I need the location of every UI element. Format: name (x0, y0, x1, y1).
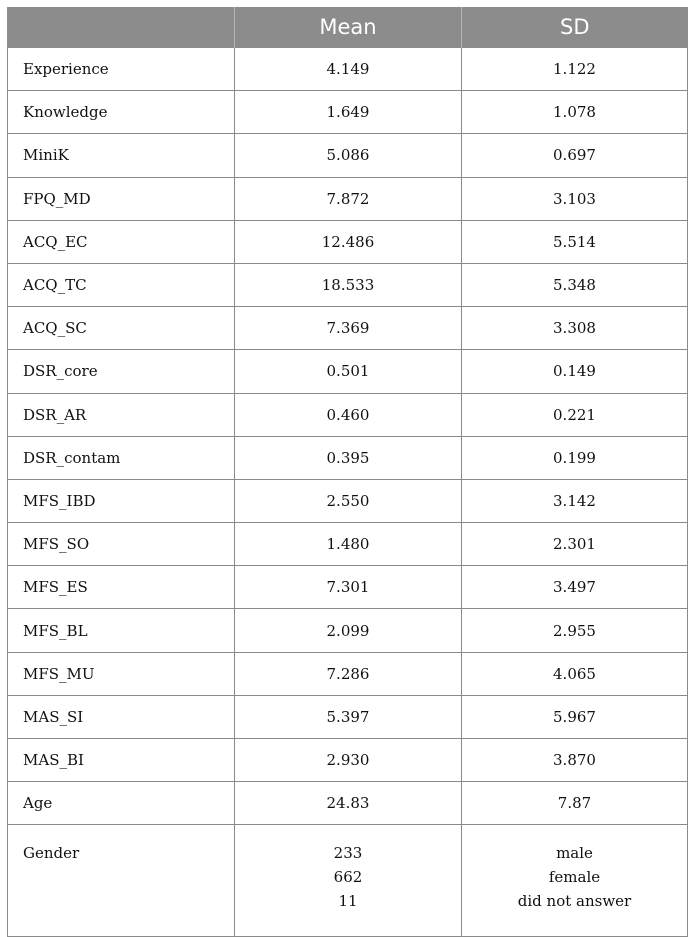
row-label: DSR_AR (8, 393, 235, 436)
sd-value: 5.967 (462, 695, 688, 738)
gender-category: did not answer (517, 892, 632, 911)
sd-value: 1.078 (462, 91, 688, 134)
row-label: MAS_BI (8, 739, 235, 782)
table-row (8, 652, 688, 695)
sd-value: 1.122 (462, 48, 688, 91)
mean-value: 12.486 (235, 220, 462, 263)
sd-value: 0.697 (462, 134, 688, 177)
gender-counts (235, 825, 462, 937)
row-label: MFS_BL (8, 609, 235, 652)
table-row (8, 609, 688, 652)
mean-value: 7.369 (235, 307, 462, 350)
row-label: MFS_MU (8, 652, 235, 695)
gender-categories (462, 825, 688, 937)
table-row (8, 695, 688, 738)
sd-value: 3.142 (462, 479, 688, 522)
table-body (8, 48, 688, 937)
row-label: DSR_contam (8, 436, 235, 479)
sd-value: 3.497 (462, 566, 688, 609)
table-row (8, 177, 688, 220)
sd-value: 4.065 (462, 652, 688, 695)
sd-value: 2.955 (462, 609, 688, 652)
mean-value: 2.550 (235, 479, 462, 522)
sd-value: 0.199 (462, 436, 688, 479)
header-mean: Mean (235, 7, 462, 48)
mean-value: 24.83 (235, 782, 462, 825)
row-label: ACQ_EC (8, 220, 235, 263)
row-label: MFS_SO (8, 523, 235, 566)
header-blank (8, 7, 235, 48)
table-row-gender (8, 825, 688, 937)
header-row (8, 7, 688, 48)
table-row (8, 48, 688, 91)
mean-value: 2.099 (235, 609, 462, 652)
table-row (8, 523, 688, 566)
descriptive-stats-table (7, 7, 688, 937)
sd-value: 3.870 (462, 739, 688, 782)
row-label: Knowledge (8, 91, 235, 134)
table-row (8, 739, 688, 782)
table-row (8, 134, 688, 177)
mean-value: 7.872 (235, 177, 462, 220)
header-sd: SD (462, 7, 688, 48)
mean-value: 7.286 (235, 652, 462, 695)
table-row (8, 263, 688, 306)
sd-value: 3.308 (462, 307, 688, 350)
table-row (8, 436, 688, 479)
sd-value: 2.301 (462, 523, 688, 566)
gender-category: female (548, 868, 601, 887)
mean-value: 1.480 (235, 523, 462, 566)
row-label: DSR_core (8, 350, 235, 393)
mean-value: 2.930 (235, 739, 462, 782)
row-label: ACQ_TC (8, 263, 235, 306)
table-row (8, 566, 688, 609)
table-row (8, 393, 688, 436)
row-label: MFS_ES (8, 566, 235, 609)
sd-value: 7.87 (462, 782, 688, 825)
sd-value: 3.103 (462, 177, 688, 220)
table-row (8, 350, 688, 393)
mean-value: 4.149 (235, 48, 462, 91)
mean-value: 18.533 (235, 263, 462, 306)
sd-value: 5.514 (462, 220, 688, 263)
row-label: FPQ_MD (8, 177, 235, 220)
row-label: MFS_IBD (8, 479, 235, 522)
table-row (8, 91, 688, 134)
mean-value: 5.397 (235, 695, 462, 738)
table-row (8, 782, 688, 825)
sd-value: 0.149 (462, 350, 688, 393)
row-label: ACQ_SC (8, 307, 235, 350)
table-row (8, 220, 688, 263)
mean-value: 0.395 (235, 436, 462, 479)
mean-value: 5.086 (235, 134, 462, 177)
gender-count: 662 (333, 868, 363, 887)
row-label: Experience (8, 48, 235, 91)
gender-count: 233 (333, 844, 363, 863)
mean-value: 0.460 (235, 393, 462, 436)
mean-value: 1.649 (235, 91, 462, 134)
row-label: MiniK (8, 134, 235, 177)
sd-value: 5.348 (462, 263, 688, 306)
row-label: Gender (8, 825, 235, 937)
gender-count: 11 (338, 892, 358, 911)
mean-value: 0.501 (235, 350, 462, 393)
sd-value: 0.221 (462, 393, 688, 436)
row-label: MAS_SI (8, 695, 235, 738)
table-row (8, 479, 688, 522)
table-row (8, 307, 688, 350)
gender-category: male (556, 844, 593, 863)
row-label: Age (8, 782, 235, 825)
mean-value: 7.301 (235, 566, 462, 609)
